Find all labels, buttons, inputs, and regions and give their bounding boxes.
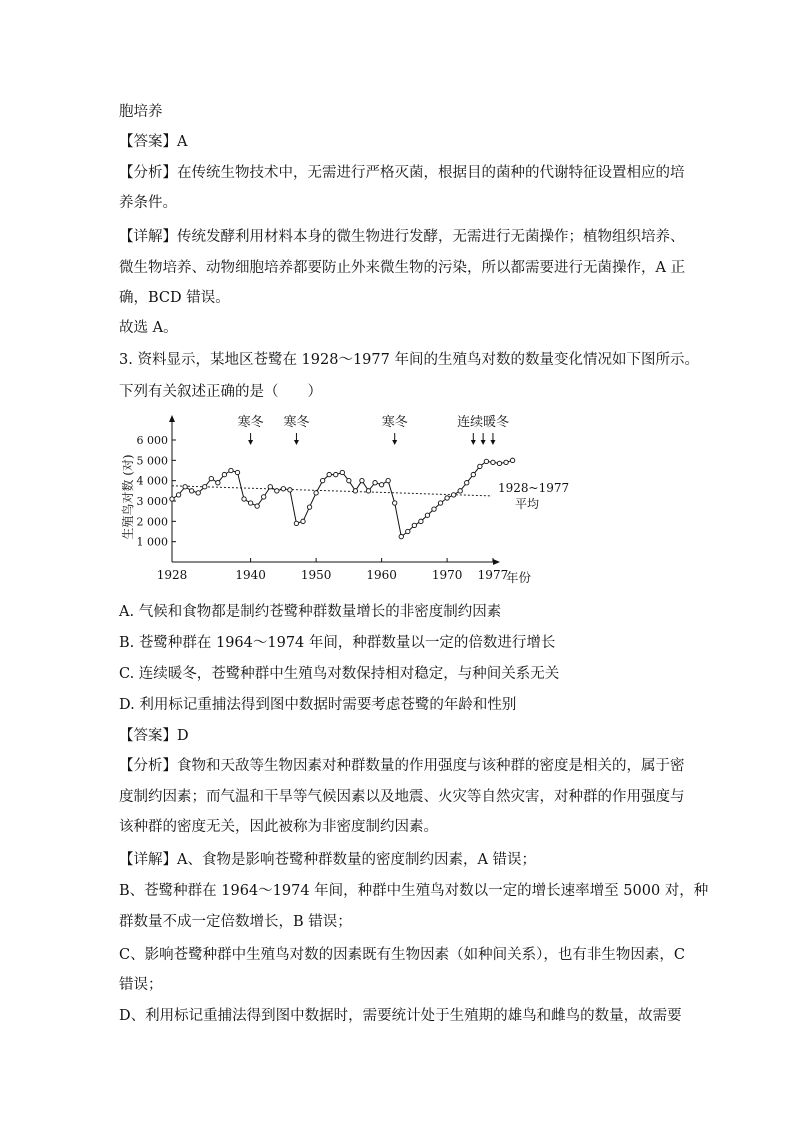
- data-point: [406, 529, 410, 533]
- y-tick-label: 6 000: [136, 434, 168, 447]
- line-03: 【分析】在传统生物技术中，无需进行严格灭菌，根据目的菌种的代谢特征设置相应的培: [119, 165, 685, 181]
- average-line-group: [172, 486, 492, 496]
- annotation-label: 寒冬: [381, 415, 408, 430]
- population-chart: [118, 410, 570, 586]
- average-line: [172, 486, 492, 496]
- line-18: 该种群的密度无关，因此被称为非密度制约因素。: [119, 819, 438, 835]
- annotation-label: 寒冬: [283, 415, 310, 430]
- data-point: [235, 470, 239, 474]
- annotation-arrowhead: [294, 440, 299, 445]
- annotation-arrowhead: [471, 440, 476, 445]
- line-22: C、影响苍鹭种群中生殖鸟对数的因素既有生物因素（如种间关系），也有非生物因素，C: [119, 947, 685, 963]
- x-tick-label: 1960: [366, 568, 397, 582]
- data-point: [445, 496, 449, 500]
- data-point: [379, 483, 383, 487]
- data-point: [451, 493, 455, 497]
- line-06: 微生物培养、动物细胞培养都要防止外来微生物的污染，所以都需要进行无菌操作，A 正: [119, 260, 686, 276]
- data-point: [170, 497, 174, 501]
- line-19: 【详解】A、食物是影响苍鹭种群数量的密度制约因素，A 错误；: [119, 852, 537, 868]
- data-point: [183, 485, 187, 489]
- data-point: [366, 489, 370, 493]
- data-point: [471, 472, 475, 476]
- line-09: 3. 资料显示，某地区苍鹭在 1928～1977 年间的生殖鸟对数的数量变化情况如下图所示。: [119, 352, 699, 368]
- data-point: [393, 501, 397, 505]
- data-point: [301, 519, 305, 523]
- data-point: [458, 489, 462, 493]
- line-04: 养条件。: [119, 195, 177, 211]
- data-point: [294, 521, 298, 525]
- line-08: 故选 A。: [119, 320, 178, 336]
- data-point: [209, 476, 213, 480]
- data-point: [510, 458, 514, 462]
- y-tick-label: 1 000: [136, 535, 168, 549]
- series-group: [170, 458, 515, 539]
- line-05: 【详解】传统发酵利用材料本身的微生物进行发酵，无需进行无菌操作；植物组织培养、: [119, 229, 685, 245]
- line-12: B. 苍鹭种群在 1964～1974 年间，种群数量以一定的倍数进行增长: [119, 635, 556, 651]
- x-axis-arrow: [493, 559, 500, 565]
- data-point: [288, 488, 292, 492]
- data-point: [478, 464, 482, 468]
- line-07: 确，BCD 错误。: [119, 290, 230, 306]
- data-point: [320, 478, 324, 482]
- data-point: [189, 489, 193, 493]
- line-02: 【答案】A: [119, 134, 188, 150]
- data-point: [347, 478, 351, 482]
- data-point: [425, 513, 429, 517]
- y-tick-label: 2 000: [136, 515, 168, 529]
- data-point: [262, 495, 266, 499]
- data-point: [275, 489, 279, 493]
- data-point: [412, 523, 416, 527]
- data-point: [399, 534, 403, 538]
- line-16: 【分析】食物和天敌等生物因素对种群数量的作用强度与该种群的密度是相关的，属于密: [119, 758, 685, 774]
- x-axis-label: 年份: [506, 570, 532, 585]
- annotation-arrowhead: [248, 440, 253, 445]
- annotation-arrowhead: [490, 440, 495, 445]
- data-point: [484, 459, 488, 463]
- data-point: [497, 461, 501, 465]
- annotation-label: 连续暖冬: [457, 415, 510, 430]
- data-point: [491, 460, 495, 464]
- data-point: [196, 491, 200, 495]
- data-point: [334, 472, 338, 476]
- data-point: [504, 460, 508, 464]
- line-21: 群数量不成一定倍数增长，B 错误；: [119, 914, 352, 930]
- data-point: [386, 478, 390, 482]
- x-tick-label: 1977: [477, 568, 509, 582]
- data-point: [281, 487, 285, 491]
- x-tick-label: 1950: [300, 568, 332, 582]
- data-point: [438, 501, 442, 505]
- data-point: [373, 481, 377, 485]
- line-23: 错误；: [119, 977, 163, 993]
- average-sublabel: 平均: [515, 497, 540, 511]
- data-point: [216, 481, 220, 485]
- data-point: [419, 519, 423, 523]
- data-point: [314, 491, 318, 495]
- data-point: [327, 472, 331, 476]
- data-point: [307, 505, 311, 509]
- data-point: [255, 504, 259, 508]
- line-13: C. 连续暖冬，苍鹭种群中生殖鸟对数保持相对稳定，与种间关系无关: [119, 666, 560, 682]
- y-tick-label: 3 000: [136, 495, 168, 508]
- x-tick-label: 1928: [156, 568, 188, 582]
- chart-axes: [137, 415, 509, 582]
- data-point: [353, 489, 357, 493]
- line-15: 【答案】D: [119, 728, 189, 744]
- annotation-label: 寒冬: [237, 415, 264, 430]
- line-20: B、苍鹭种群在 1964～1974 年间，种群中生殖鸟对数以一定的增长速率增至 5000 对，种: [119, 883, 709, 899]
- annotation-arrowhead: [392, 440, 397, 445]
- data-point: [203, 485, 207, 489]
- y-axis-arrow: [169, 415, 175, 422]
- data-point: [176, 493, 180, 497]
- average-label: 1928~1977: [498, 481, 570, 495]
- line-17: 度制约因素；而气温和干旱等气候因素以及地震、火灾等自然灾害，对种群的作用强度与: [119, 789, 685, 805]
- annotation-arrowhead: [481, 440, 486, 445]
- annotation-group: [238, 414, 510, 445]
- data-point: [222, 472, 226, 476]
- data-point: [229, 468, 233, 472]
- y-axis-label: 生殖鸟对数 (对): [121, 454, 135, 540]
- data-point: [248, 501, 252, 505]
- data-point: [340, 470, 344, 474]
- line-14: D. 利用标记重捕法得到图中数据时需要考虑苍鹭的年龄和性别: [119, 697, 517, 713]
- y-tick-label: 5 000: [136, 454, 168, 468]
- line-10: 下列有关叙述正确的是（ ）: [119, 384, 322, 400]
- y-tick-label: 4 000: [136, 474, 168, 488]
- data-point: [465, 481, 469, 485]
- line-01: 胞培养: [119, 104, 163, 120]
- x-tick-label: 1940: [235, 568, 266, 582]
- data-point: [432, 507, 436, 511]
- data-point: [268, 485, 272, 489]
- line-11: A. 气候和食物都是制约苍鹭种群数量增长的非密度制约因素: [119, 604, 502, 620]
- line-24: D、利用标记重捕法得到图中数据时，需要统计处于生殖期的雄鸟和雌鸟的数量，故需要: [119, 1008, 682, 1024]
- x-tick-label: 1970: [431, 568, 463, 582]
- data-point: [242, 497, 246, 501]
- data-point: [360, 478, 364, 482]
